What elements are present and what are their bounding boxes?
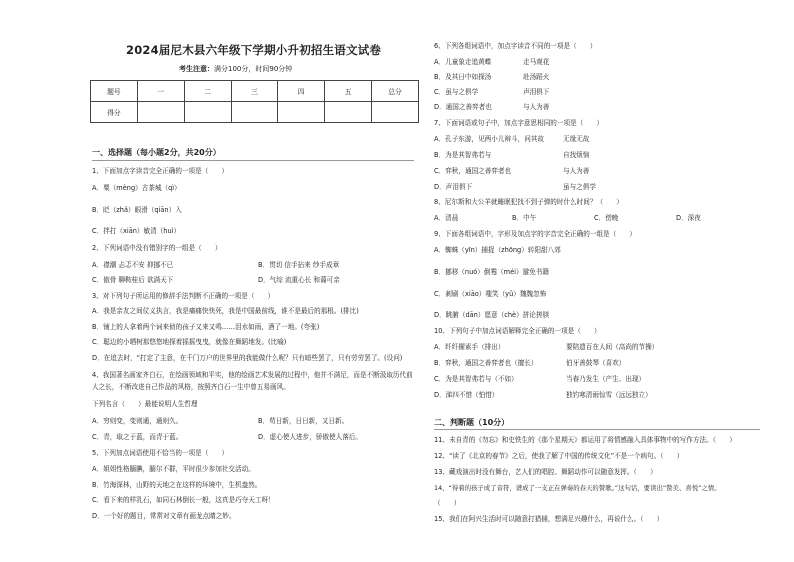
option-b[interactable]: B．为是其智弗若与: [434, 151, 492, 159]
question-sub-stem: 下列名言（ ）最能说明人生哲理: [92, 400, 198, 408]
option-b-word: 自找烦恼: [563, 151, 590, 159]
option-d[interactable]: D．气综 流重心长 和蔼可亲: [258, 276, 340, 284]
score-input-cell[interactable]: [372, 102, 419, 123]
option-b[interactable]: B．铺上的人拿着两个词来侦的孩子又来又鸣……泪水如雨，酒了一地。(夸张): [92, 323, 320, 331]
judge-question[interactable]: 13、藏戏演出时没有舞台，艺人们的唱腔、舞蹈动作可以随意发挥。（ ）: [434, 468, 657, 476]
option-d-word: 虽与之俱学: [563, 183, 596, 191]
option-b[interactable]: B．中午: [512, 214, 537, 222]
notice-label: 考生注意：: [179, 65, 214, 73]
option-c[interactable]: C．青，取之于蓝，而青于蓝。: [92, 433, 183, 441]
option-d[interactable]: D．眺腑（dān）愿意（chè）拼论搓牍: [434, 311, 550, 319]
option-b[interactable]: B．贯切 信手拈来 纱手成章: [258, 261, 340, 269]
option-c[interactable]: C．看下来的样乳石，如同石林倒长一般，这真是巧夺天工呀！: [92, 496, 275, 504]
option-a[interactable]: A．清晨: [434, 214, 459, 222]
option-d[interactable]: D．涕四不惜（怕惜）: [434, 391, 499, 399]
score-cell: 四: [278, 81, 325, 102]
option-d[interactable]: D．声泪俱下: [434, 183, 473, 191]
section-title-judge: 二、判断题（10分）: [434, 418, 510, 427]
option-b-word: 赴汤蹈火: [523, 73, 550, 81]
option-b[interactable]: B．竹海深林，山野的天地之在这样的环境中，生机盎然。: [92, 481, 262, 489]
option-c[interactable]: C．傍晚: [594, 214, 619, 222]
score-input-cell[interactable]: [184, 102, 231, 123]
score-cell: 五: [325, 81, 372, 102]
score-cell: 二: [184, 81, 231, 102]
score-input-cell[interactable]: [231, 102, 278, 123]
option-a[interactable]: A．我是亲友之间仗义执言，我是痛痛快快死，我是中国最前线，谁不是最后的那根。(排比): [92, 307, 359, 315]
option-a[interactable]: A．纤纤擢素手（排出）: [434, 343, 505, 351]
score-cell: 题号: [91, 81, 138, 102]
option-d[interactable]: D．深夜: [676, 214, 701, 222]
option-c[interactable]: C．刺刷（xiāo）嗤笑（yǔ）魏魏忽怖: [434, 290, 547, 298]
question-stem: 9、下面各组词语中，字形及加点字的字音完全正确的一组是（ ）: [434, 230, 637, 238]
option-d[interactable]: D．一个好的题目，常常对文章有画龙点睛之妙。: [92, 512, 236, 520]
option-c-word: 声泪俱下: [523, 88, 550, 96]
option-d-word: 与人为善: [523, 103, 550, 111]
section-divider: [434, 429, 760, 430]
option-b-word: 伯牙善鼓琴（喜欢）: [566, 359, 626, 367]
option-a[interactable]: A．儿童象走追黄蝶: [434, 58, 492, 66]
option-d[interactable]: D．通国之善弈者也: [434, 103, 492, 111]
score-cell: 一: [137, 81, 184, 102]
option-c[interactable]: C．聪边的小晒树那悠悠地探着摇摇曳曳，就像在舞蹈地发。(比喻): [92, 338, 287, 346]
option-b[interactable]: B．眨（zhǎ）眼滑（qiān）入: [92, 206, 182, 214]
question-stem: 8、尼尔斯和大公羊就睡眠犯找不到子弹的时什么时间？（ ）: [434, 198, 623, 206]
option-a-word: 走马观花: [523, 58, 550, 66]
judge-question[interactable]: 12、“读了《北京的春节》之后，使我了解了中国的传统文化”不是一个病句。（ ）: [434, 452, 684, 460]
section-divider: [92, 160, 414, 161]
option-b[interactable]: B．弈秋，通国之善弈者也（擅长）: [434, 359, 538, 367]
score-input-cell[interactable]: [137, 102, 184, 123]
judge-question[interactable]: 11、未自青的《勿忘》和史铁生的《那个星期天》都运用了将情感融入具体事物中的写作方法。（ ）: [434, 436, 736, 444]
option-a[interactable]: A．襟潮 忐忑不安 抑挪不已: [92, 261, 174, 269]
option-c[interactable]: C．虽与之俱学: [434, 88, 479, 96]
option-b[interactable]: B．及其日中如探汤: [434, 73, 492, 81]
notice-text: 满分100分，时间90分钟: [214, 65, 293, 73]
question-stem: 7、下面词语或句子中，加点字意思相同的一项是（ ）: [434, 119, 604, 127]
exam-notice: [179, 64, 292, 74]
section-title-choice: 一、选择题（每小题2分，共20分）: [92, 148, 221, 157]
score-cell: 总分: [372, 81, 419, 102]
question-stem: 10、下列句子中加点词语解释完全正确的一项是（ ）: [434, 327, 601, 335]
option-a[interactable]: A．穷则变，变则通，通则久。: [92, 417, 183, 425]
option-a-word: 要陪遗百在人间（高尚的节操）: [566, 343, 659, 351]
score-table-score-row: [91, 102, 419, 123]
option-c[interactable]: C．傲骨 聊鞍桂后 欲满天下: [92, 276, 174, 284]
option-d[interactable]: D．虚心使人进步，骄傲使人落后。: [258, 433, 362, 441]
question-stem: 1、下面加点字读音完全正确的一项是（ ）: [92, 167, 229, 175]
option-c[interactable]: C．为是其智弗若与（不如）: [434, 375, 518, 383]
option-b[interactable]: B．苟日新，日日新，又日新。: [258, 417, 349, 425]
judge-question[interactable]: 15、我们在阿兴生活时可以随意打猎捕，想满足兴趣什么，再说什么。（ ）: [434, 515, 664, 523]
question-stem: 3、对下列句子所运用的修辞手法判断不正确的一项是（ ）: [92, 292, 275, 300]
score-input-cell[interactable]: [278, 102, 325, 123]
option-c[interactable]: C．拌打（xiān）敏清（huì）: [92, 227, 181, 235]
option-d[interactable]: D．在追去时，“打定了主意，在千门万户的世界里的我能做什么呢？只有暗些罢了，只有劳劳罢了。(设问): [92, 354, 403, 362]
question-stem: 2、下列词语中没有错别字的一组是（ ）: [92, 244, 222, 252]
score-table-header-row: [91, 81, 419, 102]
question-stem: 4、我国著名画家齐白石，在绘画领域和平实，他的绘画艺术发展的过程中，他并不满足，而是不断汲取历代前人之长，不断改进自己作品的风格，按照齐白石一生中曾五易画风。: [92, 371, 413, 391]
option-c-word: 当春乃发生（产生、出现）: [566, 375, 646, 383]
score-input-cell[interactable]: [325, 102, 372, 123]
question-stem: 6、下列各组词语中，加点字读音不同的一项是（ ）: [434, 42, 597, 50]
option-a-word: 无缘无故: [563, 135, 590, 143]
judge-answer-blank[interactable]: （ ）: [434, 499, 461, 507]
exam-title: 2024届尼木县六年级下学期小升初招生语文试卷: [126, 43, 382, 57]
option-a[interactable]: A．孔子东游，见两小儿辩斗，问其故: [434, 135, 545, 143]
score-cell: 得分: [91, 102, 138, 123]
option-a[interactable]: A．粟（mèng）古茶城（qì）: [92, 184, 181, 192]
score-cell: 三: [231, 81, 278, 102]
option-c-word: 与人为善: [563, 167, 590, 175]
question-stem: 5、下列加点词语使用不恰当的一项是（ ）: [92, 449, 229, 457]
score-table: [90, 80, 419, 123]
option-d-word: 独钓寒清雨惊雪（远远独立）: [566, 391, 652, 399]
judge-question[interactable]: 14、“得着的孩子成了音符，谱成了一支正在弹奏的春天的赞歌。”这句话，要读出“赞美、喜悦”之情。: [434, 484, 721, 492]
option-c[interactable]: C．弈秋，通国之善弈者也: [434, 167, 512, 175]
option-a[interactable]: A．姐姐性格腼腆，腼尔不群，平时很少参加社交活动。: [92, 465, 255, 473]
option-b[interactable]: B．挪移（nuó）倒霉（méi）避免书籍: [434, 268, 549, 276]
option-a[interactable]: A．蜘蛛（yīn）捕捉（zhōng）转阳甜八郊: [434, 246, 561, 254]
